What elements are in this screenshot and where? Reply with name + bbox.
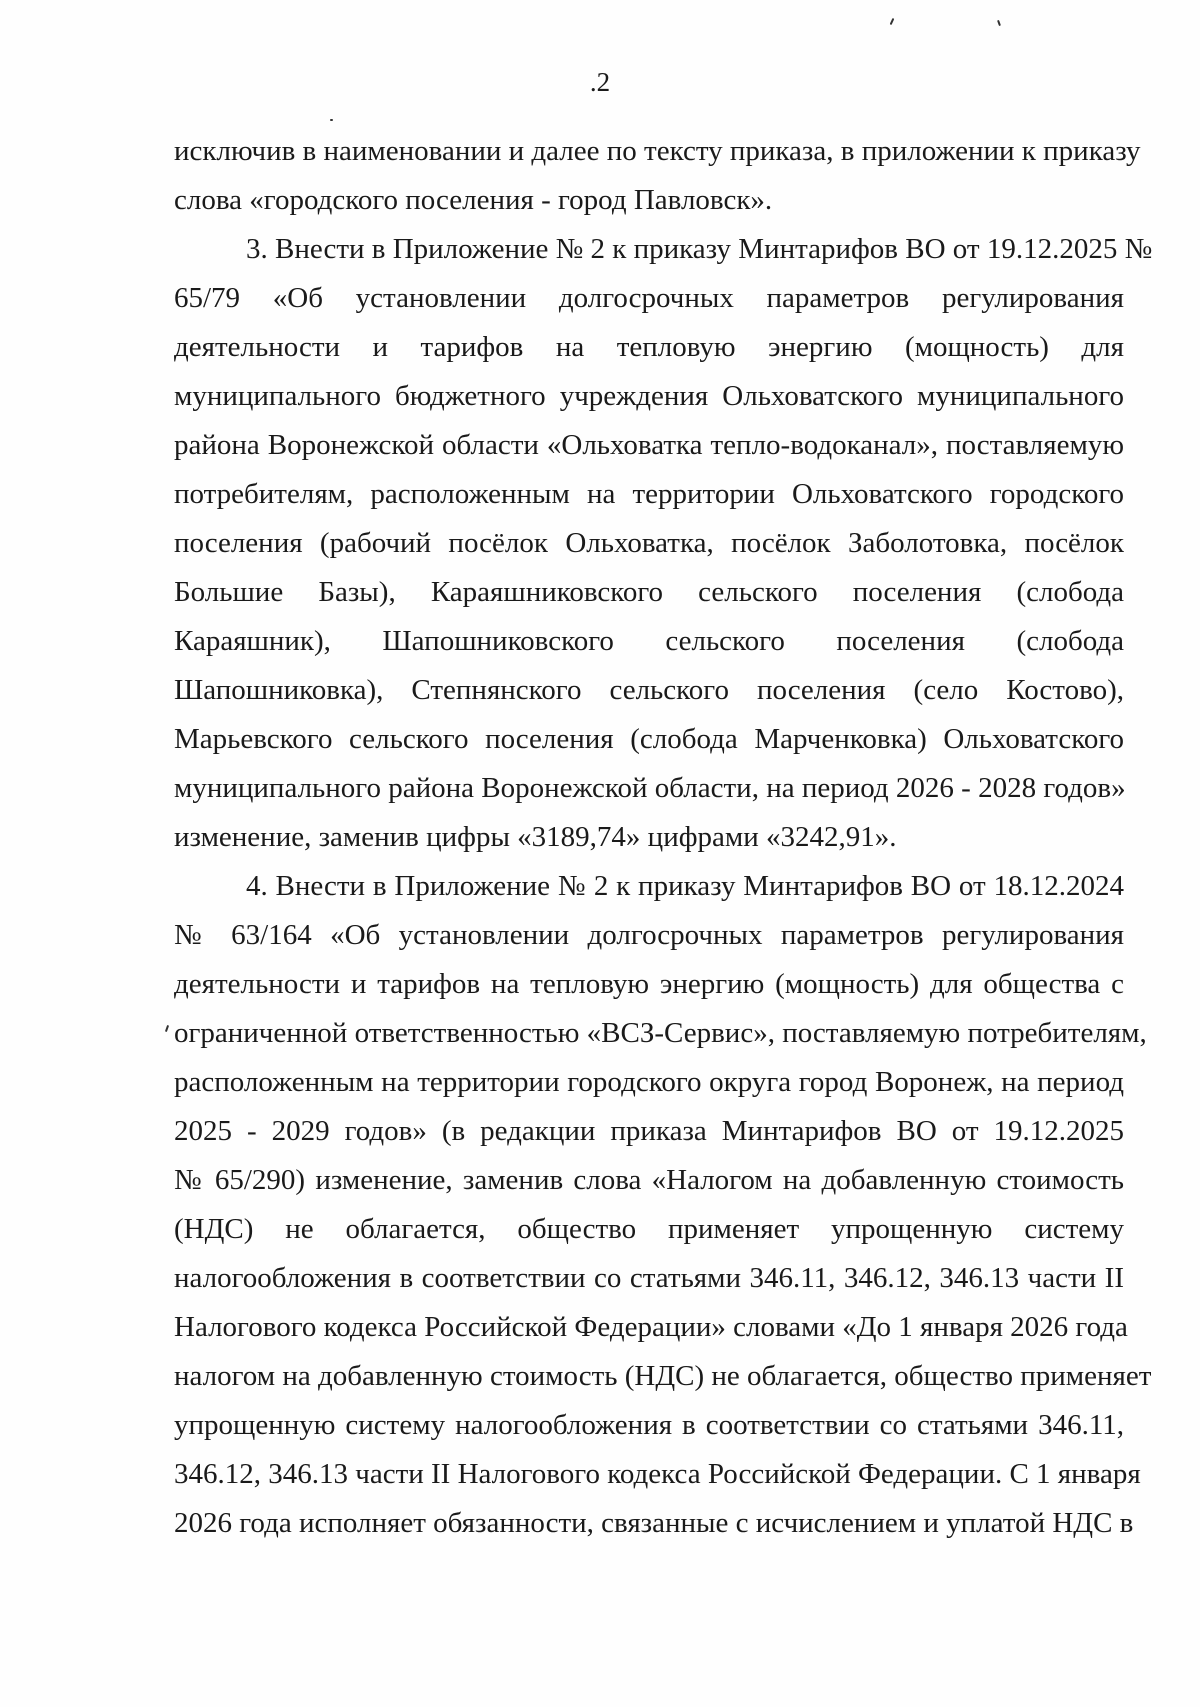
text-line: № 63/164 «Об установлении долгосрочных параметров регулирования [174,919,1124,951]
text-line: упрощенную систему налогообложения в соответствии со статьями 346.11, [174,1409,1124,1441]
text-line: Налогового кодекса Российской Федерации» словами «До 1 января 2026 года [174,1311,1128,1343]
page-number: .2 [589,67,611,97]
text-line: муниципального района Воронежской области, на период 2026 - 2028 годов» [174,772,1126,804]
text-line: расположенным на территории городского округа город Воронеж, на период [174,1066,1124,1098]
scan-speck [165,1025,169,1032]
text-line: Большие Базы), Караяшниковского сельского поселения (слобода [174,576,1124,608]
text-line: ограниченной ответственностью «ВСЗ-Сервис», поставляемую потребителям, [174,1017,1147,1049]
text-line: 2025 - 2029 годов» (в редакции приказа Минтарифов ВО от 19.12.2025 [174,1115,1124,1147]
scan-speck [997,20,1001,26]
text-line: Караяшник), Шапошниковского сельского поселения (слобода [174,625,1124,657]
text-line: поселения (рабочий посёлок Ольховатка, посёлок Заболотовка, посёлок [174,527,1124,559]
text-line: деятельности и тарифов на тепловую энергию (мощность) для общества с [174,968,1124,1000]
text-line: 65/79 «Об установлении долгосрочных параметров регулирования [174,282,1124,314]
text-line: деятельности и тарифов на тепловую энергию (мощность) для [174,331,1124,363]
text-line: Шапошниковка), Степнянского сельского поселения (село Костово), [174,674,1124,706]
text-line: налогом на добавленную стоимость (НДС) не облагается, общество применяет [174,1360,1152,1392]
text-line: 2026 года исполняет обязанности, связанные с исчислением и уплатой НДС в [174,1507,1134,1539]
text-line: муниципального бюджетного учреждения Ольховатского муниципального [174,380,1124,412]
paragraph-4-start: 4. Внести в Приложение № 2 к приказу Минтарифов ВО от 18.12.2024 [246,870,1124,902]
text-line: Марьевского сельского поселения (слобода Марченковка) Ольховатского [174,723,1124,755]
text-line: 346.12, 346.13 части II Налогового кодекса Российской Федерации. С 1 января [174,1458,1141,1490]
text-line: района Воронежской области «Ольховатка тепло-водоканал», поставляемую [174,429,1124,461]
text-line: слова «городского поселения - город Павловск». [174,184,773,216]
paragraph-3-start: 3. Внести в Приложение № 2 к приказу Минтарифов ВО от 19.12.2025 № [246,233,1153,265]
scan-speck [330,119,333,121]
text-line: исключив в наименовании и далее по тексту приказа, в приложении к приказу [174,135,1141,167]
text-line: изменение, заменив цифры «3189,74» цифрами «3242,91». [174,821,897,853]
text-line: потребителям, расположенным на территории Ольховатского городского [174,478,1124,510]
text-line: № 65/290) изменение, заменив слова «Налогом на добавленную стоимость [174,1164,1124,1196]
scan-speck [890,18,895,25]
text-line: налогообложения в соответствии со статьями 346.11, 346.12, 346.13 части II [174,1262,1124,1294]
text-line: (НДС) не облагается, общество применяет упрощенную систему [174,1213,1124,1245]
